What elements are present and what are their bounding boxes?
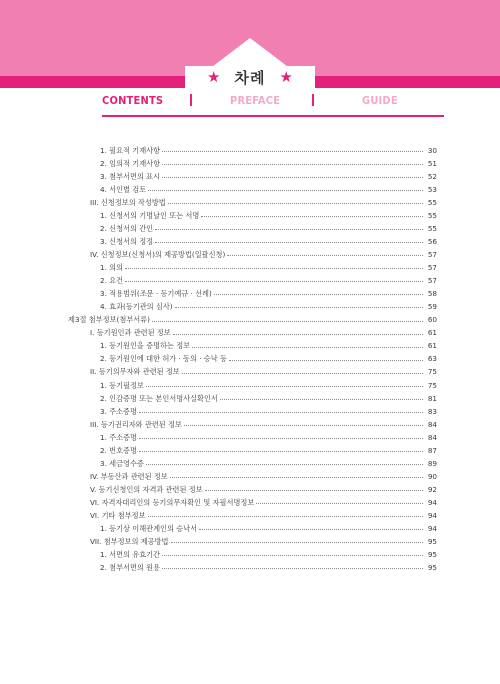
toc-leader-dots: [139, 412, 423, 413]
nav-separator: [190, 94, 192, 106]
nav-underline: [102, 115, 444, 117]
toc-entry[interactable]: [100, 180, 437, 193]
toc-entry-page: 95: [427, 536, 437, 546]
toc-entry-page: 94: [427, 497, 437, 507]
toc-entry-page: 61: [427, 328, 437, 338]
toc-entry-title: 2. 첨부서면의 원용: [100, 563, 161, 573]
toc-entry-title: I. 등기원인과 관련된 정보: [90, 328, 171, 338]
toc-leader-dots: [168, 203, 423, 204]
toc-entry-title: 제3절 첨부정보(첨부서류): [68, 315, 150, 325]
toc-entry-page: 57: [427, 250, 437, 260]
toc-entry-title: 1. 의의: [100, 263, 124, 273]
toc-entry-title: 2. 번호증명: [100, 445, 137, 455]
toc-leader-dots: [146, 386, 423, 387]
toc-entry-title: IV. 부동산과 관련된 정보: [90, 471, 168, 481]
toc-leader-dots: [214, 294, 423, 295]
star-icon: ★: [279, 67, 293, 86]
toc-entry[interactable]: [90, 324, 437, 337]
toc-entry[interactable]: [100, 337, 437, 350]
toc-leader-dots: [173, 334, 423, 335]
toc-entry[interactable]: [100, 141, 437, 154]
toc-entry-title: 1. 등기필정보: [100, 380, 144, 390]
toc-leader-dots: [146, 464, 423, 465]
toc-entry-page: 59: [427, 302, 437, 312]
toc-entry[interactable]: [100, 232, 437, 245]
toc-entry[interactable]: [100, 428, 437, 441]
toc-entry-page: 63: [427, 354, 437, 364]
toc-leader-dots: [162, 151, 423, 152]
toc-leader-dots: [256, 503, 423, 504]
toc-entry[interactable]: [100, 519, 437, 532]
toc-entry-page: 61: [427, 341, 437, 351]
toc-entry[interactable]: [68, 311, 437, 324]
toc-leader-dots: [220, 399, 423, 400]
toc-entry[interactable]: [100, 167, 437, 180]
toc-leader-dots: [155, 229, 423, 230]
toc-entry-page: 94: [427, 523, 437, 533]
toc-entry[interactable]: [100, 206, 437, 219]
toc-entry[interactable]: [90, 493, 437, 506]
toc-entry-page: 75: [427, 367, 437, 377]
nav-separator: [312, 94, 314, 106]
section-nav: [0, 94, 500, 112]
toc-leader-dots: [182, 373, 423, 374]
nav-contents[interactable]: CONTENTS: [102, 94, 164, 107]
toc-entry-page: 52: [427, 171, 437, 181]
toc-entry[interactable]: [90, 480, 437, 493]
toc-leader-dots: [162, 568, 423, 569]
toc-entry[interactable]: [100, 545, 437, 558]
toc-entry-page: 75: [427, 380, 437, 390]
toc-entry-page: 57: [427, 263, 437, 273]
toc-entry-page: 30: [427, 145, 437, 155]
toc-entry-title: 1. 주소증명: [100, 432, 137, 442]
toc-entry-title: 2. 임의적 기재사항: [100, 158, 161, 168]
toc-entry[interactable]: [100, 558, 437, 571]
toc-entry-title: VI. 자격자대리인의 등기의무자확인 및 자필서명정보: [90, 497, 255, 507]
toc-entry-title: IV. 신청정보(신청서)의 제공방법(일괄신청): [90, 250, 226, 260]
toc-entry-page: 90: [427, 471, 437, 481]
toc-leader-dots: [155, 242, 423, 243]
toc-leader-dots: [205, 490, 423, 491]
toc-leader-dots: [139, 451, 423, 452]
toc-leader-dots: [171, 542, 424, 543]
toc-leader-dots: [139, 438, 423, 439]
page-title: 차례: [234, 68, 266, 87]
toc-entry[interactable]: [100, 441, 437, 454]
toc-entry-page: 60: [427, 315, 437, 325]
toc-entry-title: 3. 첨부서면의 표시: [100, 171, 161, 181]
toc-leader-dots: [170, 477, 423, 478]
toc-entry-title: 3. 세금영수증: [100, 458, 144, 468]
toc-entry-title: 3. 주소증명: [100, 406, 137, 416]
nav-preface[interactable]: PREFACE: [230, 94, 281, 107]
toc-entry-page: 81: [427, 393, 437, 403]
toc-entry-page: 55: [427, 224, 437, 234]
toc-leader-dots: [125, 281, 423, 282]
toc-entry-page: 84: [427, 419, 437, 429]
toc-entry-page: 53: [427, 184, 437, 194]
toc-entry-page: 92: [427, 484, 437, 494]
toc-entry[interactable]: [90, 245, 437, 258]
toc-entry-title: 1. 등기원인을 증명하는 정보: [100, 341, 191, 351]
toc-entry-title: 2. 등기원인에 대한 허가 · 동의 · 승낙 등: [100, 354, 227, 364]
toc-entry-title: VI. 기타 첨부정보: [90, 510, 146, 520]
toc-entry-title: 2. 신청서의 간인: [100, 224, 154, 234]
toc-entry[interactable]: [100, 284, 437, 297]
toc-entry[interactable]: [100, 389, 437, 402]
toc-leader-dots: [125, 268, 423, 269]
toc-entry-title: V. 등기신청인의 자격과 관련된 정보: [90, 484, 203, 494]
toc-entry-title: VII. 첨부정보의 제공방법: [90, 536, 169, 546]
toc-leader-dots: [184, 425, 423, 426]
toc-entry-title: 3. 신청서의 정정: [100, 237, 154, 247]
toc-leader-dots: [162, 555, 423, 556]
toc-entry-page: 95: [427, 550, 437, 560]
toc-entry-page: 58: [427, 289, 437, 299]
toc-entry[interactable]: [100, 297, 437, 310]
toc-entry-page: 83: [427, 406, 437, 416]
toc-entry-title: 4. 서인별 검토: [100, 184, 147, 194]
toc-entry-page: 55: [427, 210, 437, 220]
toc-leader-dots: [227, 255, 423, 256]
toc-entry-title: 4. 효과(등기관의 심사): [100, 302, 173, 312]
toc-entry-page: 89: [427, 458, 437, 468]
toc-entry-page: 84: [427, 432, 437, 442]
toc-leader-dots: [192, 347, 423, 348]
toc-entry[interactable]: [100, 258, 437, 271]
toc-entry[interactable]: [100, 271, 437, 284]
toc-entry-page: 95: [427, 563, 437, 573]
toc-entry-page: 94: [427, 510, 437, 520]
toc-entry-title: 2. 요건: [100, 276, 124, 286]
toc-entry-page: 56: [427, 237, 437, 247]
toc-entry[interactable]: [90, 506, 437, 519]
toc-leader-dots: [199, 529, 423, 530]
toc-leader-dots: [162, 177, 423, 178]
toc-entry-title: II. 등기의무자와 관련된 정보: [90, 367, 180, 377]
toc-entry-page: 57: [427, 276, 437, 286]
toc-leader-dots: [148, 190, 423, 191]
toc-entry[interactable]: [90, 363, 437, 376]
toc-entry[interactable]: [90, 193, 437, 206]
toc-entry[interactable]: [90, 415, 437, 428]
toc-entry-page: 51: [427, 158, 437, 168]
toc-leader-dots: [201, 216, 423, 217]
toc-entry[interactable]: [100, 154, 437, 167]
toc-entry-title: III. 신청정보의 작성방법: [90, 197, 166, 207]
toc-entry-title: 3. 적용범위(조문 · 등기예규 · 선례): [100, 289, 212, 299]
toc-entry-title: 1. 필요적 기재사항: [100, 145, 161, 155]
toc-entry[interactable]: [100, 454, 437, 467]
toc-entry-page: 55: [427, 197, 437, 207]
toc-entry[interactable]: [90, 532, 437, 545]
toc-entry-title: 2. 인감증명 또는 본인서명사실확인서: [100, 393, 218, 403]
toc-entry[interactable]: [100, 376, 437, 389]
toc-entry-title: III. 등기권리자와 관련된 정보: [90, 419, 182, 429]
nav-guide[interactable]: GUIDE: [362, 94, 398, 107]
toc-leader-dots: [162, 164, 423, 165]
page-title-wrap: [185, 66, 315, 88]
toc-entry[interactable]: [90, 467, 437, 480]
toc-entry[interactable]: [100, 219, 437, 232]
toc-entry[interactable]: [100, 350, 437, 363]
toc-leader-dots: [175, 307, 423, 308]
toc-leader-dots: [229, 360, 423, 361]
toc-entry-title: 1. 등기상 이해관계인의 승낙서: [100, 523, 198, 533]
star-icon: ★: [207, 67, 221, 86]
toc-entry-page: 87: [427, 445, 437, 455]
toc-entry[interactable]: [100, 402, 437, 415]
toc-leader-dots: [148, 516, 423, 517]
toc-leader-dots: [152, 321, 423, 322]
toc-entry-title: 1. 서면의 유효기간: [100, 550, 161, 560]
toc-entry-title: 1. 신청서의 기명날인 또는 서명: [100, 210, 200, 220]
